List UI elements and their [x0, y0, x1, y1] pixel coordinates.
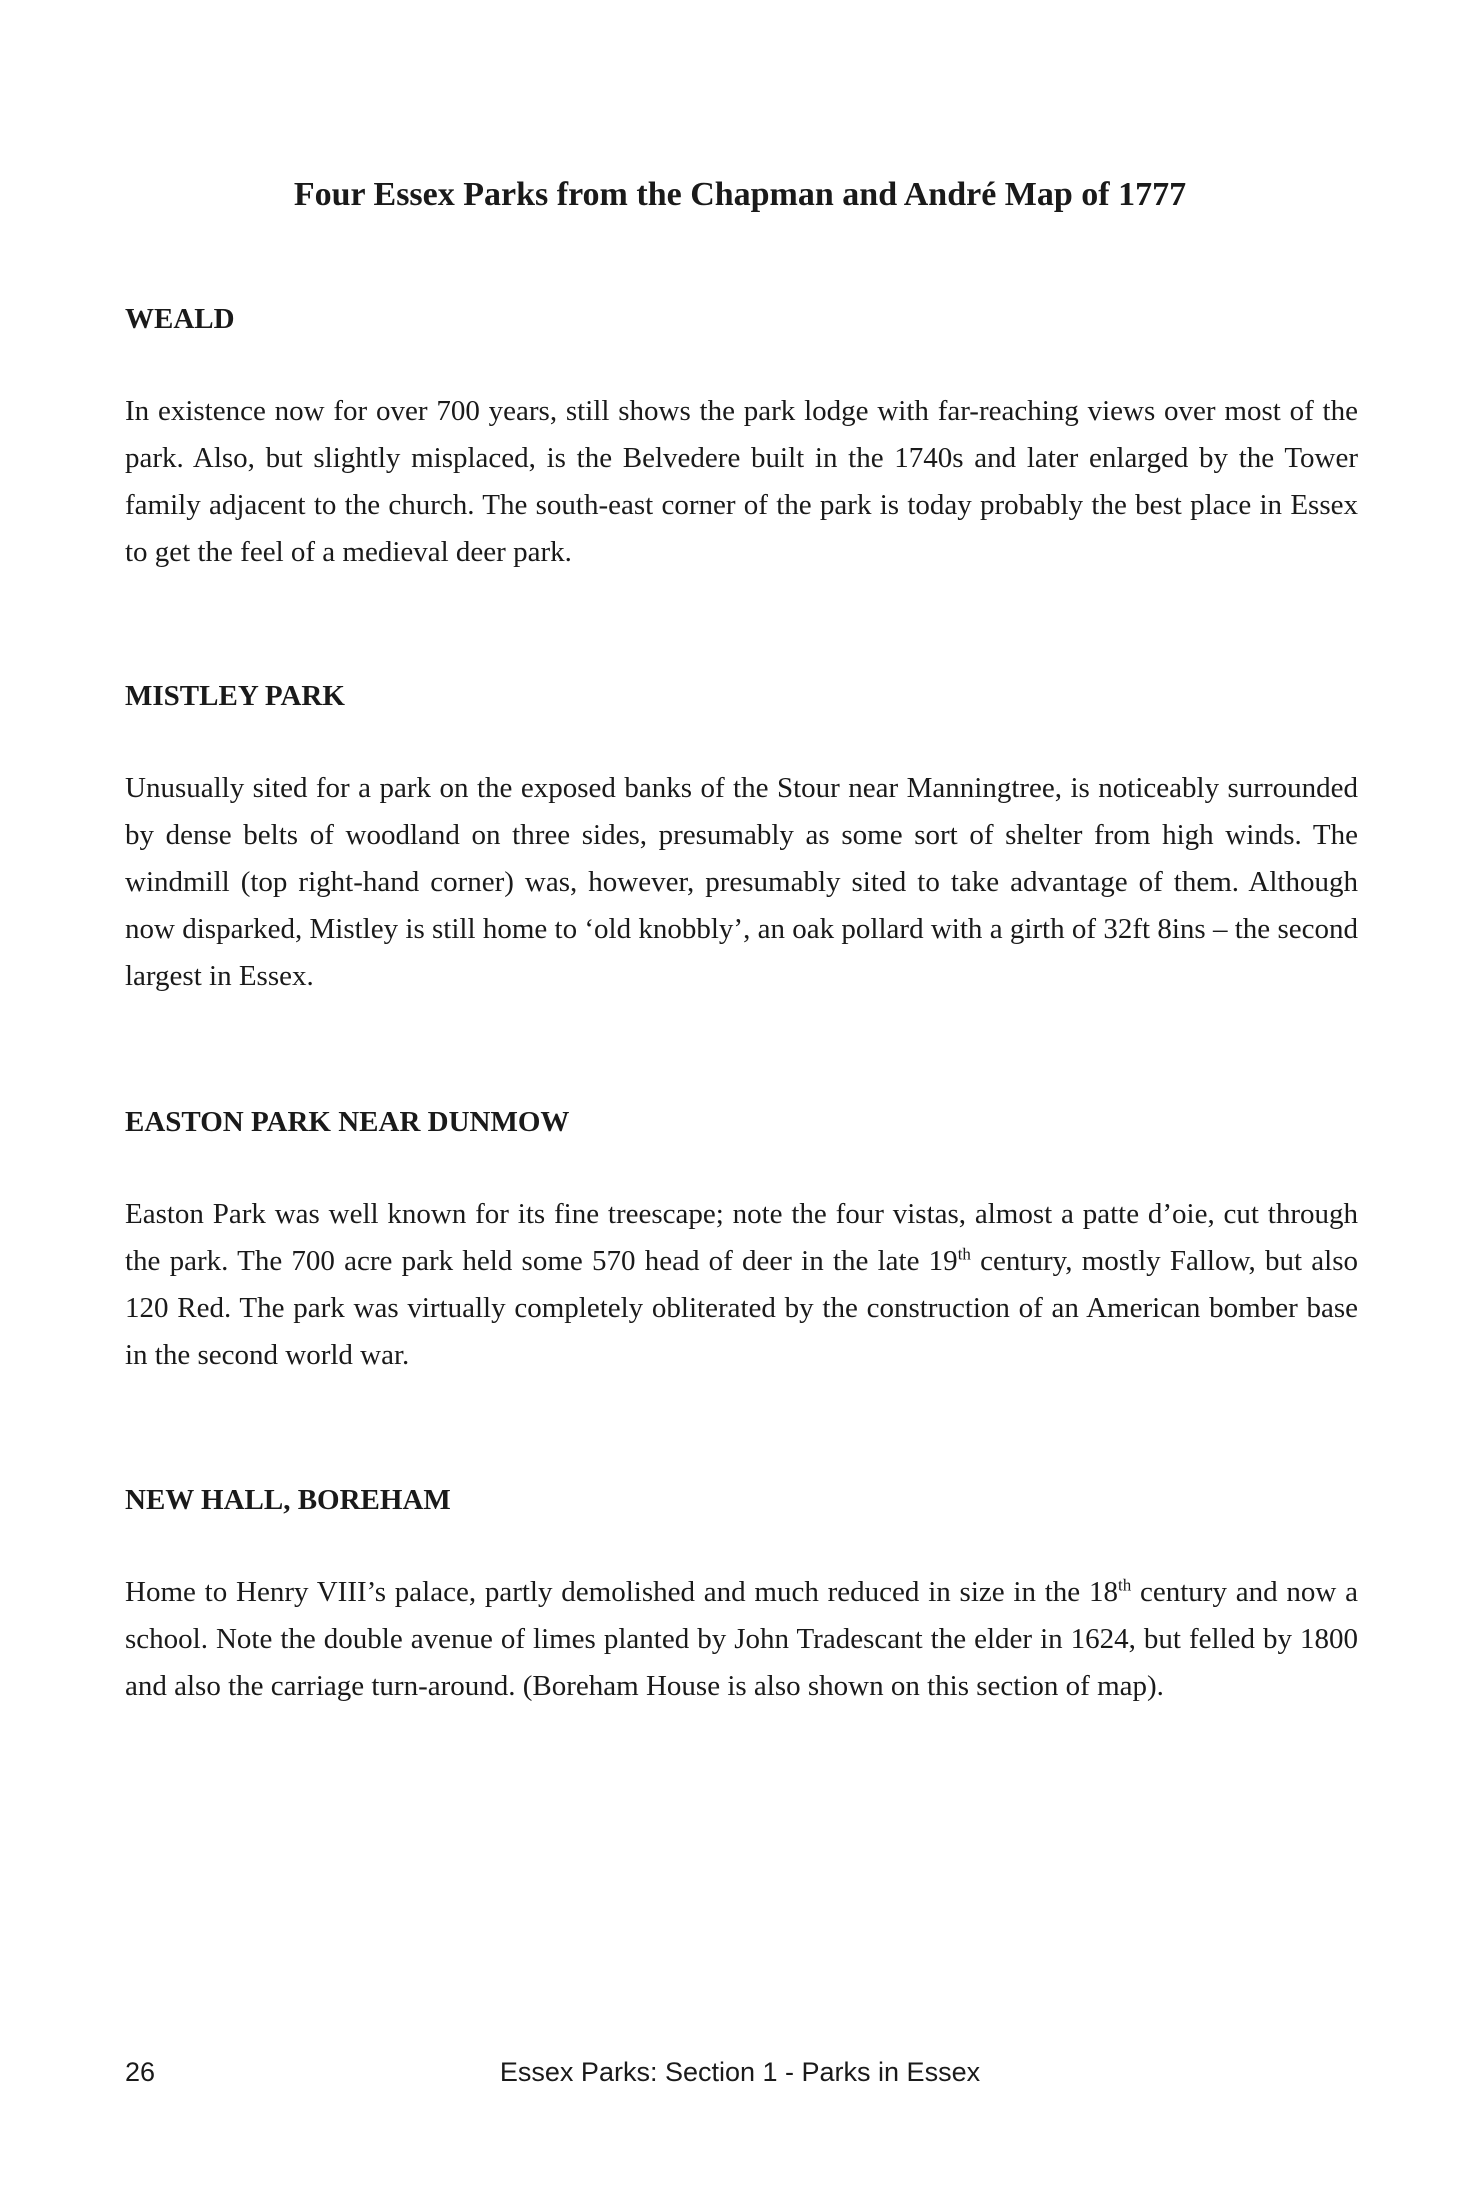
- body-text: century, mostly Fallow, but also 120 Red. The park was virtually completely obliterated by the construction of an American bomber base in the second world war.: [125, 1245, 1359, 1371]
- section-body: [125, 1569, 1358, 1710]
- body-text: century and now a school. Note the double avenue of limes planted by John Tradescant the elder in 1624, but felled by 1800 and also the carriage turn-around. (Boreham House is also shown on this section of map).: [125, 1576, 1358, 1702]
- page-title: Four Essex Parks from the Chapman and André Map of 1777: [293, 176, 1187, 213]
- running-footer-title: Essex Parks: Section 1 - Parks in Essex: [499, 2057, 981, 2087]
- section-body: In existence now for over 700 years, still shows the park lodge with far-reaching views over most of the park. Also, but slightly misplaced, is the Belvedere built in the 1740s and later enlarged by the Tower family adjacent to the church. The south-east corner of the park is today probably the best place in Essex to get the feel of a medieval deer park.: [125, 395, 1358, 568]
- ordinal-suffix: th: [1117, 1575, 1132, 1595]
- body-text: Home to Henry VIII’s palace, partly demolished and much reduced in size in the 18: [125, 1576, 1118, 1608]
- section-heading: EASTON PARK NEAR DUNMOW: [125, 1106, 570, 1138]
- ordinal-suffix: th: [957, 1244, 971, 1264]
- section-easton-park: [125, 1102, 1358, 1379]
- section-weald: [125, 299, 1358, 576]
- section-body: [125, 1191, 1358, 1379]
- body-text: Easton Park was well known for its fine treescape; note the four vistas, almost a patte d’oie, cut through the park. The 700 acre park held some 570 head of deer in the late 19: [125, 1198, 1358, 1277]
- section-heading: WEALD: [125, 303, 235, 335]
- section-heading: MISTLEY PARK: [125, 680, 345, 712]
- section-new-hall-boreham: [125, 1480, 1358, 1710]
- section-mistley-park: [125, 676, 1358, 1000]
- page-number: 26: [125, 2057, 156, 2087]
- section-heading: NEW HALL, BOREHAM: [125, 1484, 451, 1516]
- section-body: Unusually sited for a park on the exposed banks of the Stour near Manningtree, is noticeably surrounded by dense belts of woodland on three sides, presumably as some sort of shelter from high winds. The windmill (top right-hand corner) was, however, presumably sited to take advantage of them. Although now disparked, Mistley is still home to ‘old knobbly’, an oak pollard with a girth of 32ft 8ins – the second largest in Essex.: [125, 772, 1358, 992]
- page-footer: [0, 2052, 1480, 2092]
